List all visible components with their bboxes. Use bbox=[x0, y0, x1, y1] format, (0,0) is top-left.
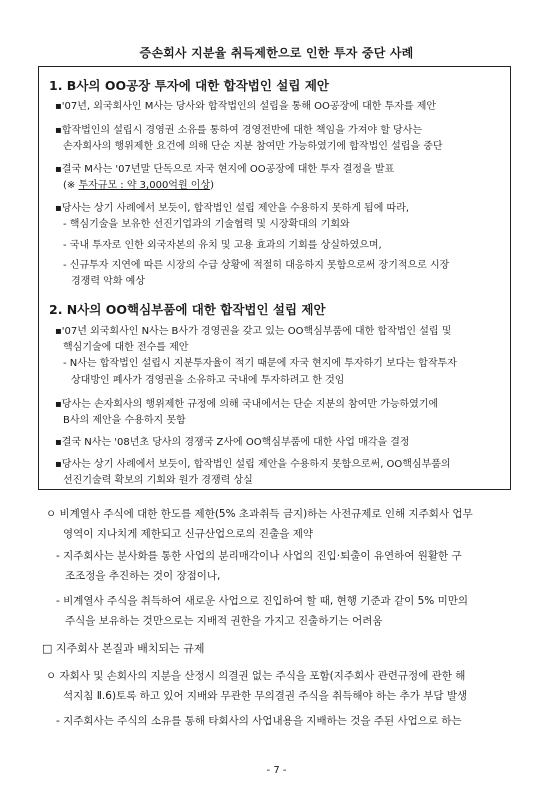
s1-bullet-2: ▪합작법인의 설립시 경영권 소유를 통하여 경영전반에 대한 책임을 가져야 할 당사는 bbox=[55, 125, 423, 136]
s2-bullet-1: ▪'07년 외국회사인 N사는 B사가 경영권을 갖고 있는 OO핵심부품에 대한 합작법인 설립 및 bbox=[55, 326, 452, 337]
s2-bullet-3: ▪결국 N사는 '08년초 당사의 경쟁국 Z사에 OO핵심부품에 대한 사업 매각을 결정 bbox=[55, 437, 410, 448]
s1-dash-3: - 신규투자 지연에 따른 시장의 수급 상황에 적절히 대응하지 못함으로써 장기적으로 시장 bbox=[63, 260, 450, 271]
page-number: - 7 - bbox=[266, 765, 287, 776]
body-dash-3: - 지주회사는 주식의 소유를 통해 타회사의 사업내용을 지배하는 것을 주된 사업으로 하는 bbox=[56, 715, 462, 727]
s2-dash-1-cont: 상대방인 폐사가 경영권을 소유하고 국내에 투자하려고 한 것임 bbox=[71, 375, 345, 386]
section-1-heading: 1. B사의 OO공장 투자에 대한 합작법인 설립 제안 bbox=[49, 78, 329, 93]
s1-bullet-4: ▪당사는 상기 사례에서 보듯이, 합작법인 설립 제안을 수용하지 못하게 됨에 따라, bbox=[55, 203, 410, 214]
document-title: 증손회사 지분율 취득제한으로 인한 투자 중단 사례 bbox=[139, 46, 414, 60]
s2-dash-1: - N사는 합작법인 설립시 지분투자율이 적기 때문에 자국 현지에 투자하기 보다는 합작투자 bbox=[63, 358, 457, 369]
section-2-heading: 2. N사의 OO핵심부품에 대한 합작법인 설립 제안 bbox=[49, 302, 326, 317]
s2-bullet-4: ▪당사는 상기 사례에서 보듯이, 합작법인 설립 제안을 수용하지 못함으로써, OO핵심부품의 bbox=[55, 459, 451, 470]
body-dash-1: - 지주회사는 분사화를 통한 사업의 분리매각이나 사업의 진입·퇴출이 유연하여 원활한 구 bbox=[56, 550, 462, 562]
s2-bullet-4-cont: 선진기술력 확보의 기회와 원가 경쟁력 상실 bbox=[63, 475, 253, 486]
s2-bullet-2-cont: B사의 제안을 수용하지 못함 bbox=[63, 415, 186, 426]
section-heading-text: 지주회사 본질과 배치되는 규제 bbox=[55, 642, 205, 655]
section-heading bbox=[42, 640, 205, 656]
body-o-1-cont: 영역이 지나치게 제한되고 신규산업으로의 진출을 제약 bbox=[63, 528, 313, 540]
square-bullet-icon: □ bbox=[42, 642, 53, 655]
body-o-2: ㅇ 자회사 및 손회사의 지분을 산정시 의결권 없는 주식을 포함(지주회사 관련규정에 관한 해 bbox=[46, 670, 466, 682]
s1-dash-1: - 핵심기술을 보유한 선진기업과의 기술협력 및 시장확대의 기회와 bbox=[63, 219, 350, 230]
body-dash-2: - 비계열사 주식을 취득하여 새로운 사업으로 진입하여 할 때, 현행 기준과 같이 5% 미만의 bbox=[56, 595, 469, 607]
body-o-1: ㅇ 비계열사 주식에 대한 한도를 제한(5% 초과취득 금지)하는 사전규제로 인해 지주회사 업무 bbox=[46, 508, 473, 520]
s1-bullet-3-note: (※ 투자규모 : 약 3,000억원 이상) bbox=[63, 180, 215, 191]
s2-bullet-1-cont: 핵심기술에 대한 전수를 제안 bbox=[63, 342, 189, 353]
s1-dash-3-cont: 경쟁력 악화 예상 bbox=[71, 276, 145, 287]
s1-bullet-2-cont: 손자회사의 행위제한 요건에 의해 단순 지분 참여만 가능하였기에 합작법인 설립을 중단 bbox=[63, 141, 443, 152]
s1-bullet-3: ▪결국 M사는 '07년말 단독으로 자국 현지에 OO공장에 대한 투자 결정을 발표 bbox=[55, 164, 395, 175]
body-dash-2-cont: 주식을 보유하는 것만으로는 지배적 권한을 가지고 진출하기는 어려움 bbox=[65, 615, 383, 627]
s2-bullet-2: ▪당사는 손자회사의 행위제한 규정에 의해 국내에서는 단순 지분의 참여만 가능하였기에 bbox=[55, 399, 439, 410]
body-dash-1-cont: 조조정을 추진하는 것이 장점이나, bbox=[65, 570, 221, 582]
s1-dash-2: - 국내 투자로 인한 외국자본의 유치 및 고용 효과의 기회를 상실하였으며, bbox=[63, 240, 382, 251]
s1-bullet-1: ▪'07년, 외국회사인 M사는 당사와 합작법인의 설립을 통해 OO공장에 대한 투자를 제안 bbox=[55, 101, 437, 112]
body-o-2-cont: 석지침 Ⅱ.6)토록 하고 있어 지배와 무관한 무의결권 주식을 취득해야 하는 추가 부담 발생 bbox=[63, 690, 468, 702]
